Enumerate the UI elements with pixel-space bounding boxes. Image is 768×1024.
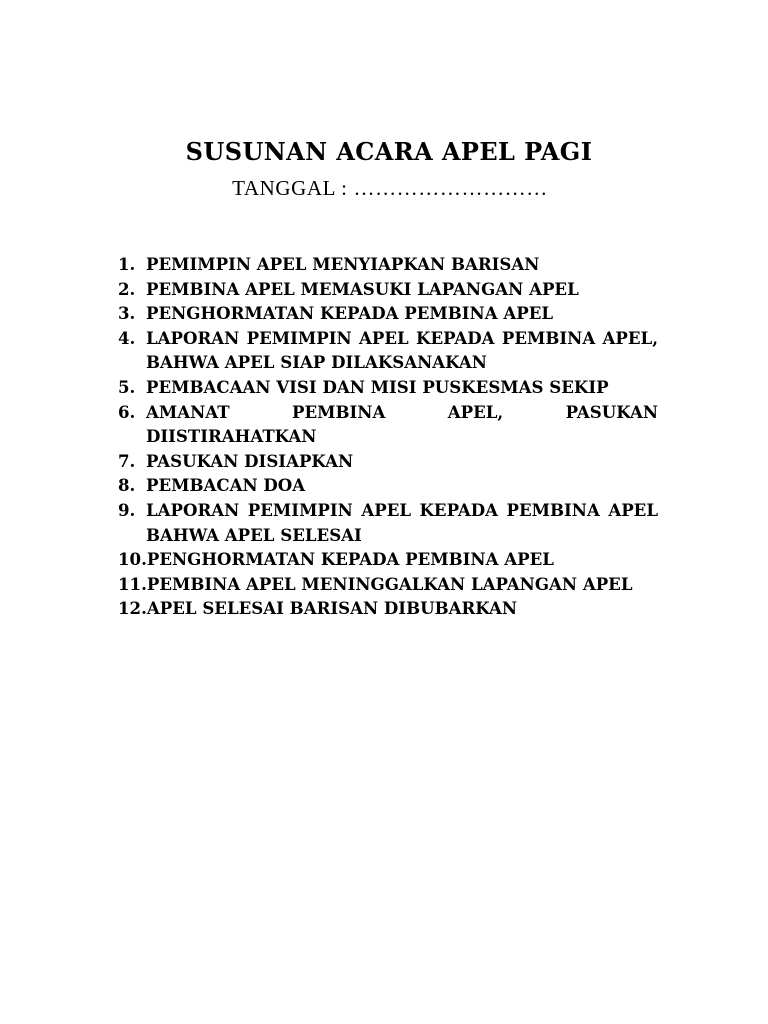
agenda-item-text: APEL SELESAI BARISAN DIBUBARKAN <box>146 598 518 619</box>
agenda-item-number: 4. <box>118 327 136 348</box>
agenda-item-text: PENGHORMATAN KEPADA PEMBINA APEL <box>146 549 554 570</box>
agenda-item <box>118 498 658 547</box>
agenda-item <box>118 277 658 302</box>
agenda-item <box>118 596 658 621</box>
agenda-item <box>118 473 658 498</box>
agenda-list <box>118 252 658 621</box>
agenda-item-text: PEMBINA APEL MEMASUKI LAPANGAN APEL <box>146 278 579 299</box>
agenda-item-text: PASUKAN DISIAPKAN <box>146 450 354 471</box>
agenda-item <box>118 572 658 597</box>
agenda-item-number: 10. <box>118 549 147 570</box>
agenda-item-text: LAPORAN PEMIMPIN APEL KEPADA PEMBINA APEL BAHWA APEL SELESAI <box>146 499 658 545</box>
agenda-item <box>118 449 658 474</box>
agenda-item <box>118 375 658 400</box>
agenda-item-number: 8. <box>118 475 136 496</box>
agenda-item-text: PEMBACAAN VISI DAN MISI PUSKESMAS SEKIP <box>146 376 609 397</box>
agenda-item-number: 12. <box>118 598 147 619</box>
agenda-item-number: 11. <box>118 573 147 594</box>
agenda-item-text: PENGHORMATAN KEPADA PEMBINA APEL <box>146 303 554 324</box>
agenda-item <box>118 326 658 375</box>
agenda-item-text: PEMBACAN DOA <box>146 475 306 496</box>
agenda-item-number: 3. <box>118 303 136 324</box>
agenda-item-text: PEMBINA APEL MENINGGALKAN LAPANGAN APEL <box>146 573 633 594</box>
agenda-item-text: PEMIMPIN APEL MENYIAPKAN BARISAN <box>146 254 540 274</box>
agenda-item <box>118 547 658 572</box>
agenda-item-number: 5. <box>118 376 136 397</box>
agenda-item-number: 2. <box>118 278 136 299</box>
agenda-item-number: 7. <box>118 450 136 471</box>
agenda-item-number: 9. <box>118 499 136 520</box>
agenda-item-number: 6. <box>118 401 136 422</box>
date-line: TANGGAL : ……………………… <box>232 176 548 200</box>
agenda-item-number: 1. <box>118 254 136 274</box>
agenda-item <box>118 252 658 277</box>
agenda-item <box>118 400 658 449</box>
agenda-item-text: LAPORAN PEMIMPIN APEL KEPADA PEMBINA APEL, BAHWA APEL SIAP DILAKSANAKAN <box>146 327 658 373</box>
agenda-item-text: AMANAT PEMBINA APEL, PASUKAN DIISTIRAHATKAN <box>146 401 658 447</box>
agenda-item <box>118 301 658 326</box>
document-title: SUSUNAN ACARA APEL PAGI <box>185 137 593 166</box>
